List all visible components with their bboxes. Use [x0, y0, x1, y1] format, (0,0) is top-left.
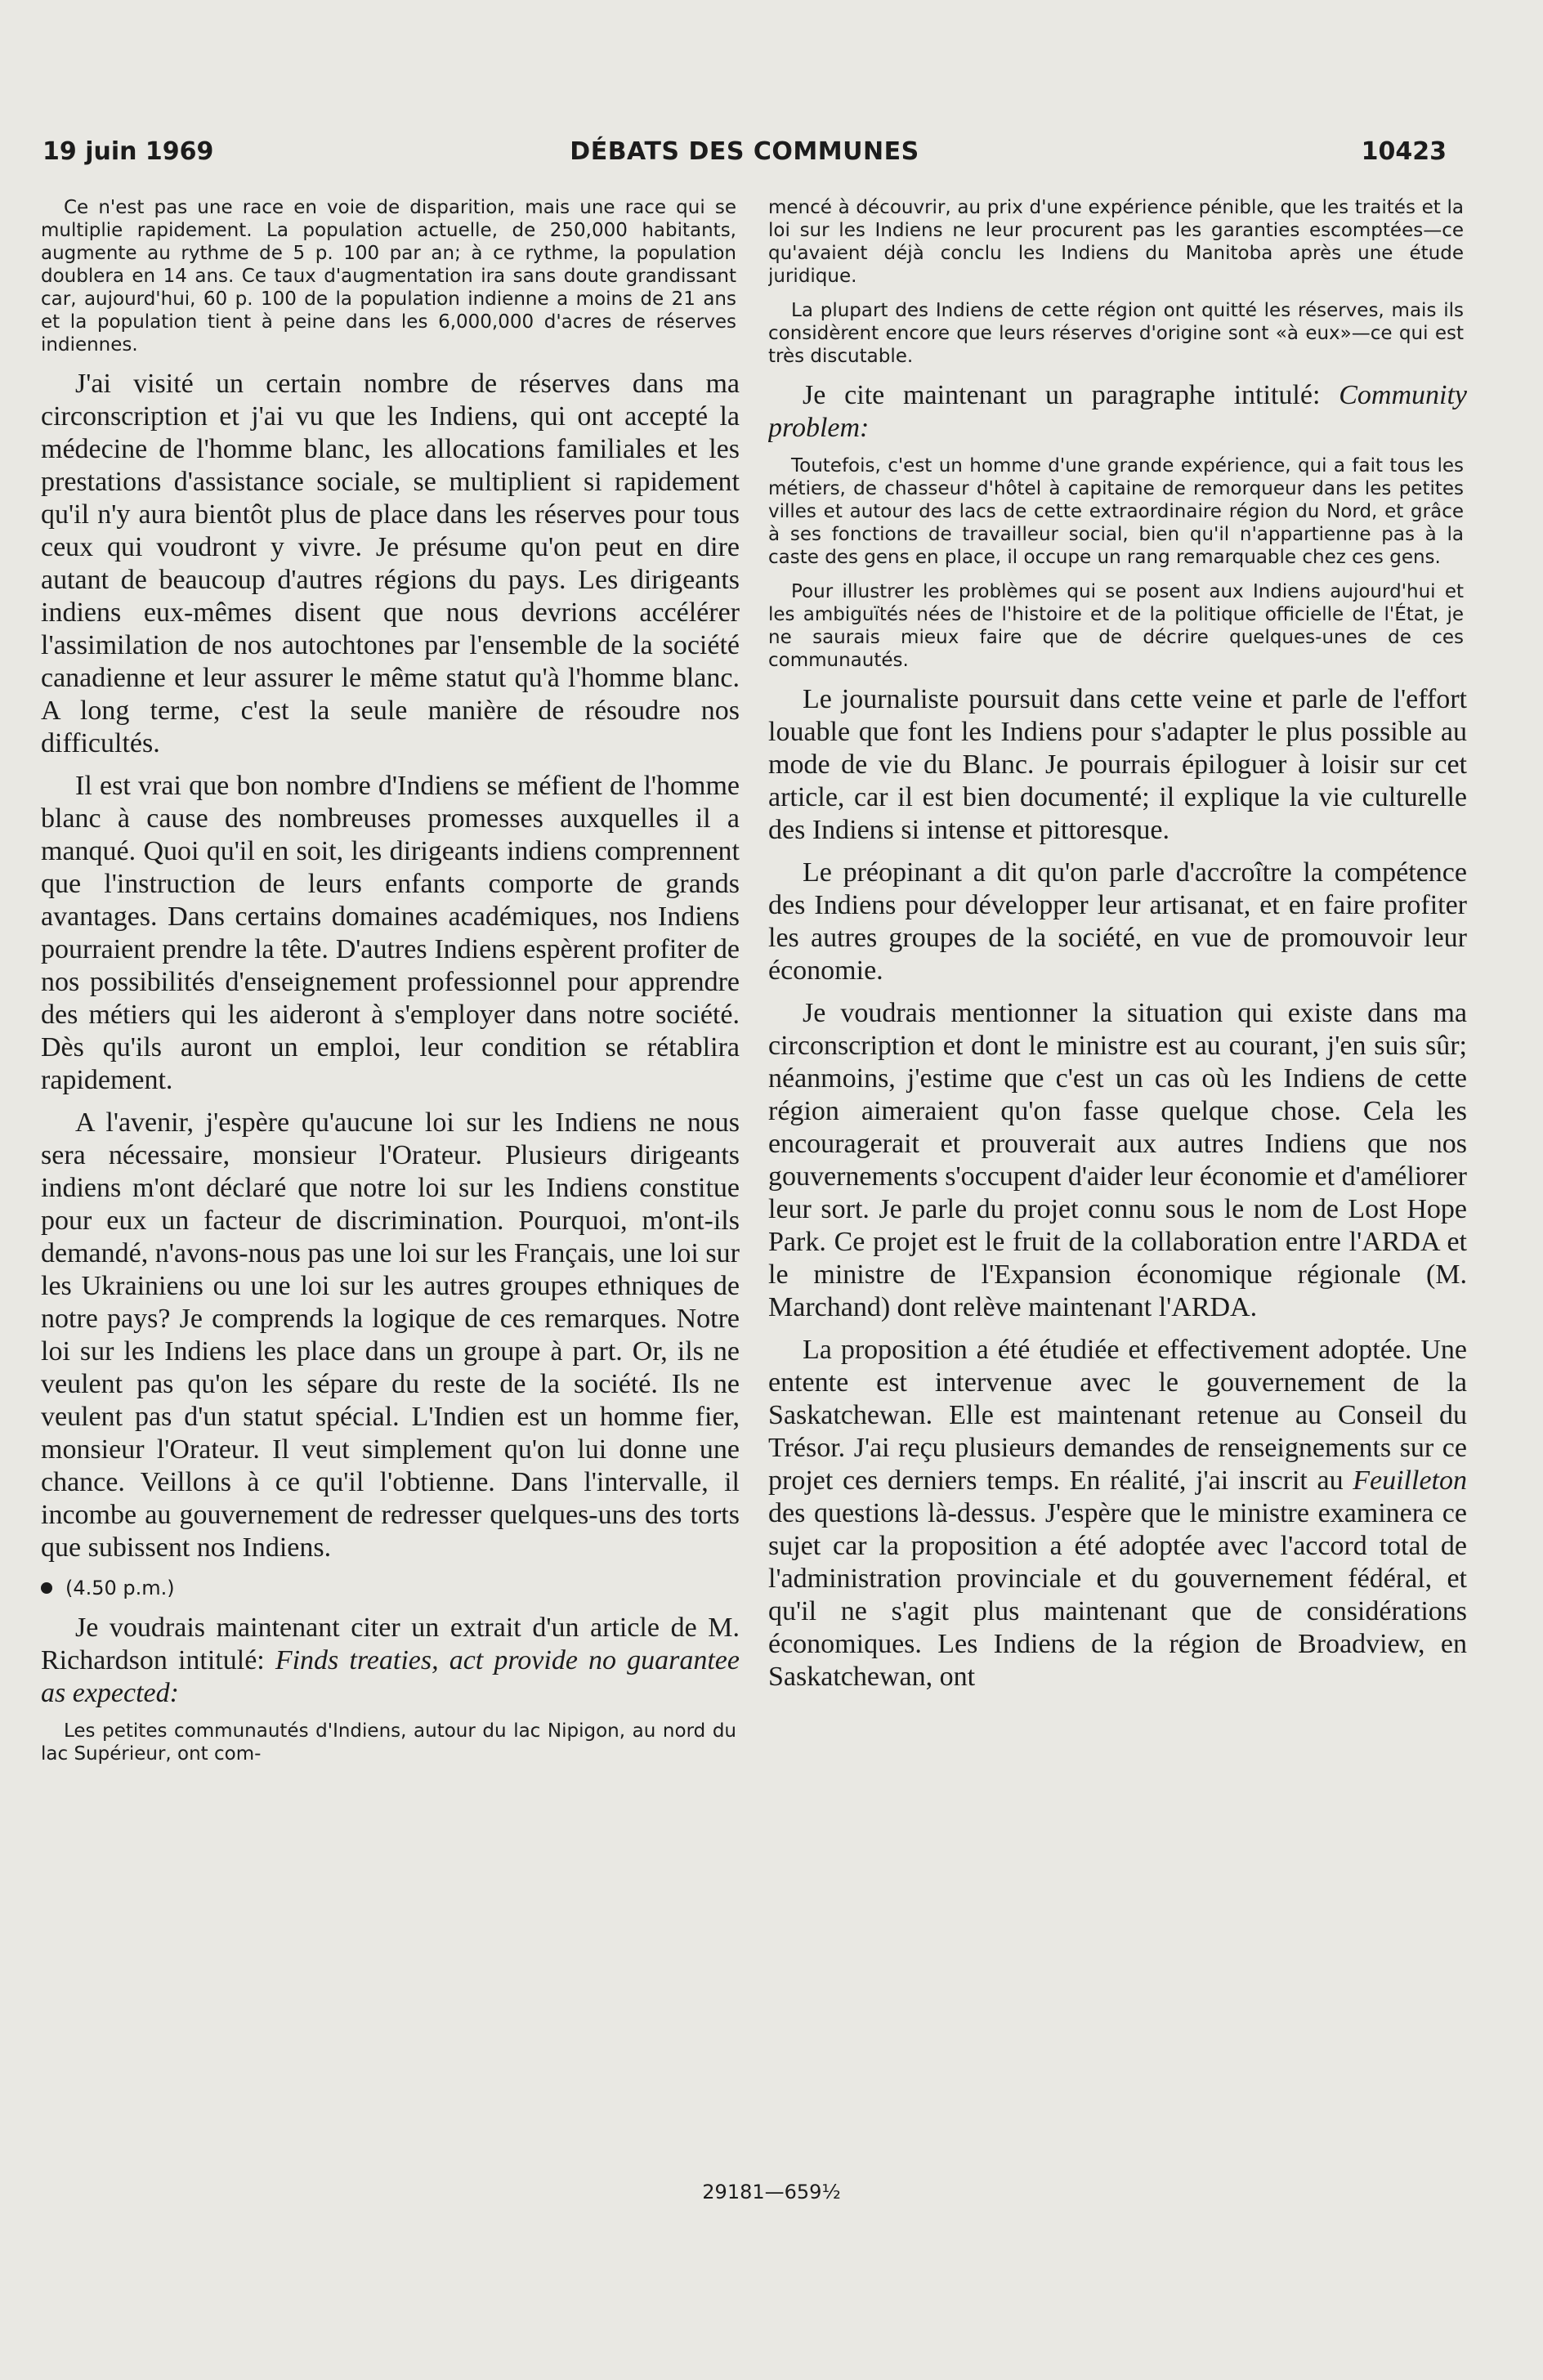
header-date: 19 juin 1969: [42, 137, 214, 166]
article-title: Finds treaties, act provide no guarantee as expected:: [41, 1645, 740, 1708]
publication-name: Feuilleton: [1353, 1465, 1467, 1496]
paragraph-text: Je voudrais maintenant citer un extrait d'un article de M. Richardson intitulé:: [41, 1613, 740, 1675]
paragraph: [768, 379, 1467, 445]
paragraph: Le journaliste poursuit dans cette veine et parle de l'effort louable que font les Indiens pour s'adapter le plus possible au mode de vie du Blanc. Je pourrais épiloguer à loisir sur cet article, car il est bien documenté; il explique la vie culturelle des Indiens si intense et pittoresque.: [768, 684, 1467, 845]
left-column: [41, 196, 740, 2166]
quote-block: mencé à découvrir, au prix d'une expérience pénible, que les traités et la loi sur les Indiens ne leur procurent pas les garanties escomptées—ce qu'avaient déjà conclu les Indiens du Manitoba après une étude juridique.: [768, 197, 1464, 287]
paragraph-text: des questions là-dessus. J'espère que le ministre examinera ce sujet car la proposition a été adoptée avec l'accord total de l'administration provinciale et du gouvernement fédéral, et qu'il ne s'agit plus maintenant que de considérations économiques. Les Indiens de la région de Broadview, en Saskatchewan, ont: [768, 1498, 1467, 1692]
quote-block: Pour illustrer les problèmes qui se posent aux Indiens aujourd'hui et les ambiguïtés nées de l'histoire et de la politique officielle de l'État, je ne saurais mieux faire que de décrire quelques-unes de ces communautés.: [768, 581, 1464, 671]
quote-block: La plupart des Indiens de cette région ont quitté les réserves, mais ils considèrent encore que leurs réserves d'origine sont «à eux»—ce qui est très discutable.: [768, 300, 1464, 367]
bullet-icon: [41, 1582, 52, 1594]
page-header: [42, 137, 1447, 173]
right-column: [768, 196, 1467, 2166]
quote-block: Toutefois, c'est un homme d'une grande expérience, qui a fait tous les métiers, de chasseur d'hôtel à capitaine de remorqueur dans les petites villes et autour des lacs de cette extraordinaire région du Nord, et grâce à ses fonctions de travailleur social, bien qu'il n'appartienne pas à la caste des gens en place, il occupe un rang remarquable chez ces gens.: [768, 455, 1464, 568]
paragraph: A l'avenir, j'espère qu'aucune loi sur les Indiens ne nous sera nécessaire, monsieur l'Orateur. Plusieurs dirigeants indiens m'ont déclaré que notre loi sur les Indiens constitue pour eux un facteur de discrimination. Pourquoi, m'ont-ils demandé, n'avons-nous pas une loi sur les Français, une loi sur les Ukrainiens ou une loi sur les autres groupes ethniques de notre pays? Je comprends la logique de ces remarques. Notre loi sur les Indiens les place dans un groupe à part. Or, ils ne veulent pas qu'on les sépare du reste de la société. Ils ne veulent pas d'un statut spécial. L'Indien est un homme fier, monsieur l'Orateur. Il veut simplement qu'on lui donne une chance. Veillons à ce qu'il l'obtienne. Dans l'intervalle, il incombe au gouvernement de redresser quelques-uns des torts que subissent nos Indiens.: [41, 1107, 740, 1563]
paragraph: J'ai visité un certain nombre de réserves dans ma circonscription et j'ai vu que les Indiens, qui ont accepté la médecine de l'homme blanc, les allocations familiales et les prestations d'assistance sociale, se multiplient si rapidement qu'il n'y aura bientôt plus de place dans les réserves pour tous ceux qui voudront y vivre. Je présume qu'on peut en dire autant de beaucoup d'autres régions du pays. Les dirigeants indiens eux-mêmes disent que nous devrions accélérer l'assimilation de nos autochtones par l'ensemble de la société canadienne et leur assurer le même statut qu'à l'homme blanc. A long terme, c'est la seule manière de résoudre nos difficultés.: [41, 369, 740, 758]
header-publication: DÉBATS DES COMMUNES: [570, 137, 919, 166]
printer-code: 29181—659½: [702, 2181, 841, 2203]
paragraph-text: La proposition a été étudiée et effectivement adoptée. Une entente est intervenue avec le gouvernement de la Saskatchewan. Elle est maintenant retenue au Conseil du Trésor. J'ai reçu plusieurs demandes de renseignements sur ce projet ces derniers temps. En réalité, j'ai inscrit au: [768, 1335, 1467, 1496]
header-page-number: 10423: [1361, 137, 1447, 166]
quote-block: Ce n'est pas une race en voie de disparition, mais une race qui se multiplie rapidement. La population actuelle, de 250,000 habitants, augmente au rythme de 5 p. 100 par an; à ce rythme, la population doublera en 14 ans. Ce taux d'augmentation ira sans doute grandissant car, aujourd'hui, 60 p. 100 de la population indienne a moins de 21 ans et la population tient à peine dans les 6,000,000 d'acres de réserves indiennes.: [41, 197, 736, 356]
time-marker: [41, 1576, 740, 1600]
time-marker-text: (4.50 p.m.): [65, 1577, 175, 1599]
quote-block: Les petites communautés d'Indiens, autour du lac Nipigon, au nord du lac Supérieur, ont com-: [41, 1720, 736, 1765]
paragraph: [768, 1334, 1467, 1693]
section-title: Community problem:: [768, 380, 1467, 443]
paragraph: Le préopinant a dit qu'on parle d'accroître la compétence des Indiens pour développer leur artisanat, et en faire profiter les autres groupes de la société, en vue de promouvoir leur économie.: [768, 857, 1467, 986]
paragraph: [41, 1612, 740, 1710]
paragraph: Il est vrai que bon nombre d'Indiens se méfient de l'homme blanc à cause des nombreuses promesses auxquelles il a manqué. Quoi qu'il en soit, les dirigeants indiens comprennent que l'instruction de leurs enfants comporte de grands avantages. Dans certains domaines académiques, nos Indiens pourraient prendre la tête. D'autres Indiens espèrent profiter de nos possibilités d'enseignement professionnel pour apprendre des métiers qui les aideront à s'employer dans notre société. Dès qu'ils auront un emploi, leur condition se rétablira rapidement.: [41, 771, 740, 1095]
paragraph-text: Je cite maintenant un paragraphe intitulé:: [803, 380, 1340, 410]
paragraph: Je voudrais mentionner la situation qui existe dans ma circonscription et dont le ministre est au courant, j'en suis sûr; néanmoins, j'estime que c'est un cas où les Indiens de cette région aimeraient qu'on fasse quelque chose. Cela les encouragerait et prouverait aux autres Indiens que nos gouvernements s'occupent d'aider leur économie et d'améliorer leur sort. Je parle du projet connu sous le nom de Lost Hope Park. Ce projet est le fruit de la collaboration entre l'ARDA et le ministre de l'Expansion économique régionale (M. Marchand) dont relève maintenant l'ARDA.: [768, 998, 1467, 1322]
